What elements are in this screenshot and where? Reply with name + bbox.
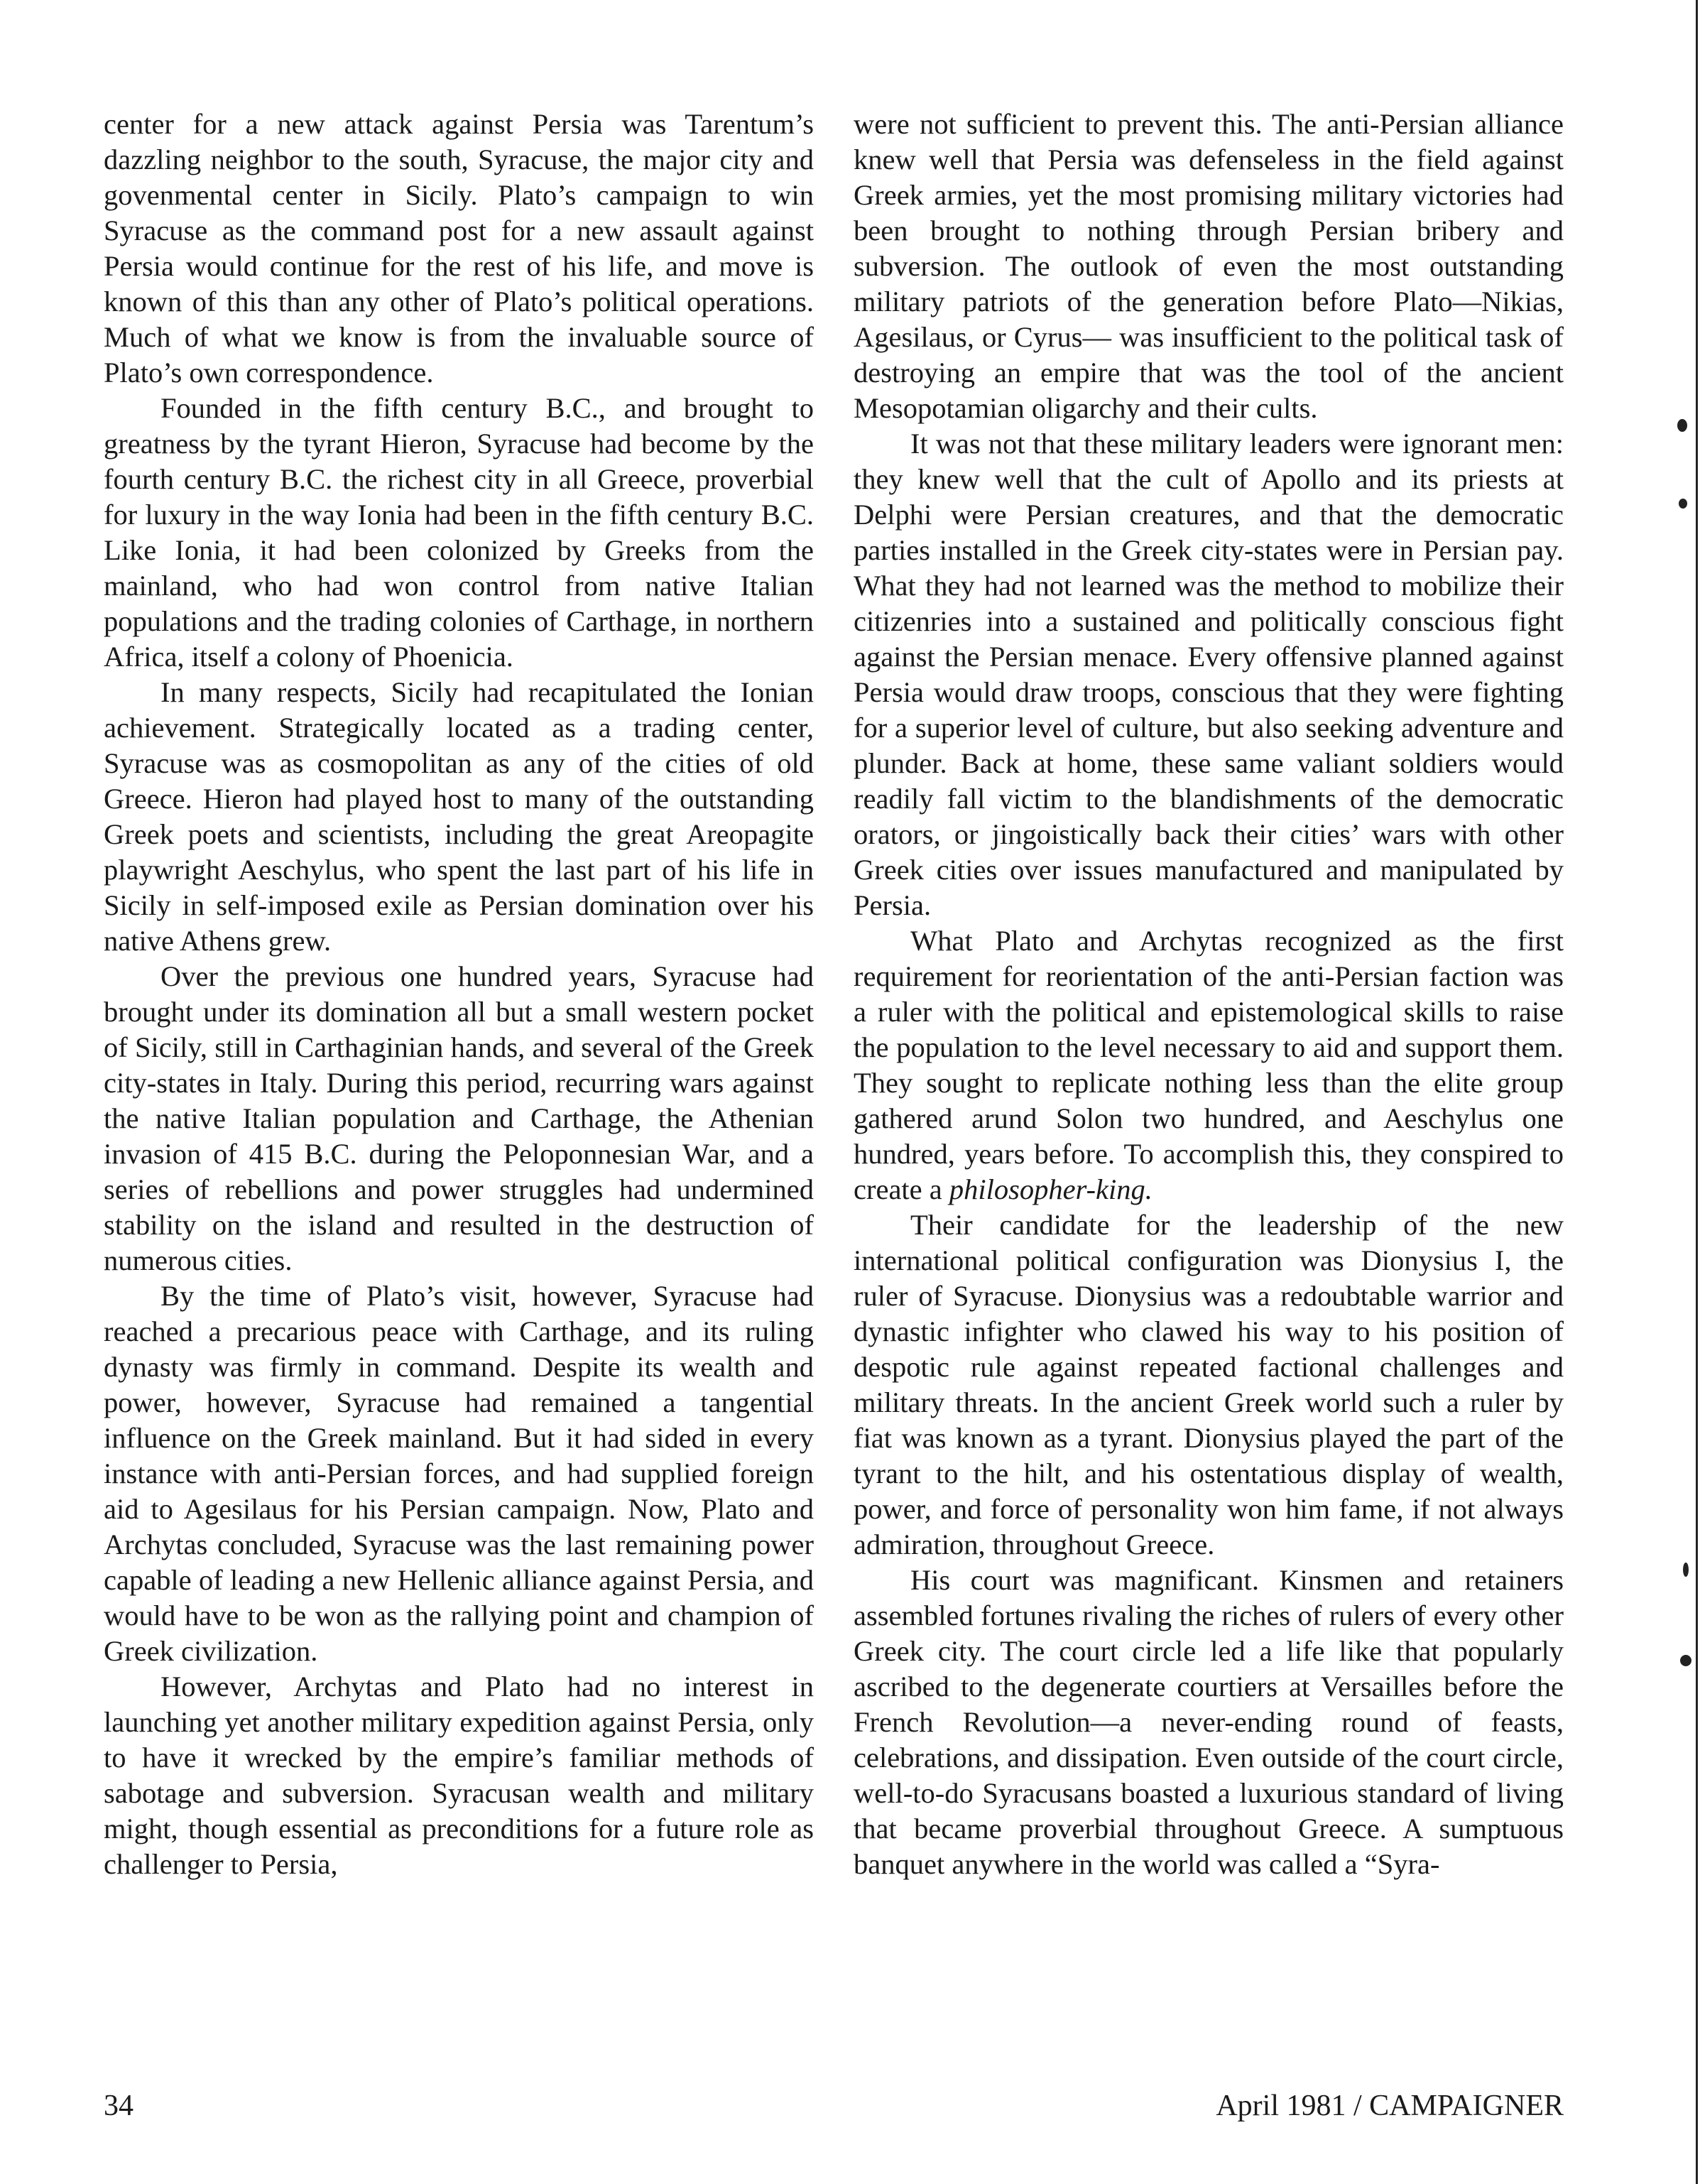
paragraph: Founded in the fifth century B.C., and brought to greatness by the tyrant Hieron, Syracuse had become by the fourth century B.C. the richest city in all Greece, proverbial for luxury in the way Ionia had been in the fifth century B.C. Like Ionia, it had been colonized by Greeks from the mainland, who had won control from native Italian populations and the trading colonies of Carthage, in northern Africa, itself a colony of Phoenicia. <box>104 392 814 673</box>
paragraph: It was not that these military leaders were ignorant men: they knew well that the cult of Apollo and its priests at Delphi were Persian creatures, and that the democratic parties installed in the Greek city-states were in Persian pay. What they had not learned was the method to mobilize their citizenries into a sustained and politically conscious fight against the Persian menace. Every offensive planned against Persia would draw troops, conscious that they were fighting for a superior level of culture, but also seeking adventure and plunder. Back at home, these same valiant soldiers would readily fall victim to the blandishments of the democratic orators, or jingoistically back their cities’ wars with other Greek cities over issues manufactured and manipulated by Persia. <box>854 428 1564 921</box>
paragraph: In many respects, Sicily had recapitulated the Ionian achievement. Strategically located as a trading center, Syracuse was as cosmopolitan as any of the cities of old Greece. Hieron had played host to many of the outstanding Greek poets and scientists, including the great Areopagite playwright Aeschylus, who spent the last part of his life in Sicily in self-imposed exile as Persian domination over his native Athens grew. <box>104 676 814 957</box>
scan-edge-line <box>1696 0 1698 2184</box>
page-number: 34 <box>104 2090 134 2122</box>
scan-speck <box>1677 419 1687 432</box>
scan-speck <box>1683 1563 1689 1577</box>
paragraph: center for a new attack against Persia was Tarentum’s dazzling neighbor to the south, Syracuse, the major city and govenmental center in Sicily. Plato’s campaign to win Syracuse as the command post for a new assault against Persia would continue for the rest of his life, and move is known of this than any other of Plato’s political operations. Much of what we know is from the invaluable source of Plato’s own correspondence. <box>104 108 814 389</box>
issue-footer: April 1981 / CAMPAIGNER <box>1216 2090 1564 2122</box>
paragraph: His court was magnificant. Kinsmen and retainers assembled fortunes rivaling the riches of rulers of every other Greek city. The court circle led a life like that popularly ascribed to the degenerate courtiers at Versailles before the French Revolution—a never-ending round of feasts, celebrations, and dissipation. Even outside of the court circle, well-to-do Syracusans boasted a luxurious standard of living that became proverbial throughout Greece. A sumptuous banquet anywhere in the world was called a “Syra- <box>854 1564 1564 1880</box>
scan-speck <box>1679 499 1687 509</box>
paragraph: Their candidate for the leadership of the new international political configuration was Dionysius I, the ruler of Syracuse. Dionysius was a redoubtable warrior and dynastic infighter who clawed his way to his position of despotic rule against repeated factional challenges and military threats. In the ancient Greek world such a ruler by fiat was known as a tyrant. Dionysius played the part of the tyrant to the hilt, and his ostentatious display of wealth, power, and force of personality won him fame, if not always admiration, throughout Greece. <box>854 1209 1564 1560</box>
paragraph: Over the previous one hundred years, Syracuse had brought under its domination all but a small western pocket of Sicily, still in Carthaginian hands, and several of the Greek city-states in Italy. During this period, recurring wars against the native Italian population and Carthage, the Athenian invasion of 415 B.C. during the Peloponnesian War, and a series of rebellions and power struggles had undermined stability on the island and resulted in the destruction of numerous cities. <box>104 960 814 1276</box>
paragraph <box>854 923 1564 1207</box>
paragraph: were not sufficient to prevent this. The anti-Persian alliance knew well that Persia was defenseless in the field against Greek armies, yet the most promising military victories had been brought to nothing through Persian bribery and subversion. The outlook of even the most outstanding military patriots of the generation before Plato—Nikias, Agesilaus, or Cyrus— was insufficient to the political task of destroying an empire that was the tool of the ancient Mesopotamian oligarchy and their cults. <box>854 108 1564 424</box>
left-column <box>104 107 814 1882</box>
paragraph: By the time of Plato’s visit, however, Syracuse had reached a precarious peace with Carthage, and its ruling dynasty was firmly in command. Despite its wealth and power, however, Syracuse had remained a tangential influence on the Greek mainland. But it had sided in every instance with anti-Persian forces, and had supplied foreign aid to Agesilaus for his Persian campaign. Now, Plato and Archytas concluded, Syracuse was the last remaining power capable of leading a new Hellenic alliance against Persia, and would have to be won as the rallying point and champion of Greek civilization. <box>104 1280 814 1667</box>
paragraph-text: What Plato and Archytas recognized as the first requirement for reorientation of the anti-Persian faction was a ruler with the political and epistemological skills to raise the population to the level necessary to aid and support them. They sought to replicate nothing less than the elite group gathered arund Solon two hundred, and Aeschylus one hundred, years before. To accomplish this, they conspired to create a <box>854 925 1564 1205</box>
right-column <box>854 107 1564 1882</box>
emphasis-term: philosopher-king. <box>949 1173 1153 1205</box>
scan-speck <box>1680 1655 1691 1666</box>
paragraph: However, Archytas and Plato had no interest in launching yet another military expedition against Persia, only to have it wrecked by the empire’s familiar methods of sabotage and subversion. Syracusan wealth and military might, though essential as preconditions for a future role as challenger to Persia, <box>104 1670 814 1880</box>
